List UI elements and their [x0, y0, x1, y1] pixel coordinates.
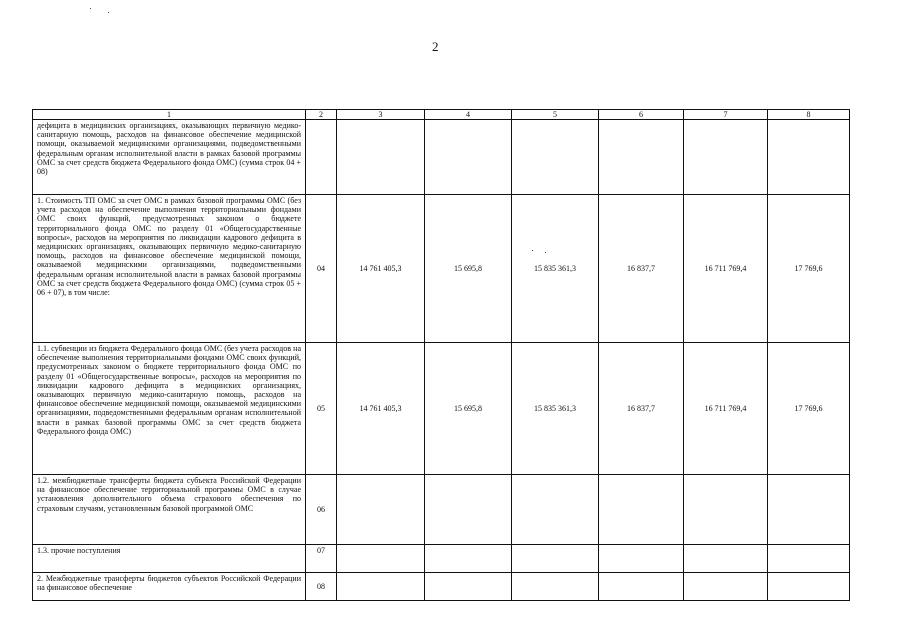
value-cell: 17 769,6: [768, 343, 850, 475]
value-cell: [512, 545, 599, 573]
row-description: 1.3. прочие поступления: [33, 545, 306, 573]
value-cell: 16 711 769,4: [684, 195, 768, 343]
table-row: [33, 343, 850, 475]
row-code: [306, 120, 337, 195]
value-cell: [768, 475, 850, 545]
value-cell: 15 835 361,3: [512, 195, 599, 343]
value-cell: [599, 120, 684, 195]
value-cell: 14 761 405,3: [337, 343, 425, 475]
value-cell: 15 695,8: [425, 343, 512, 475]
value-cell: [425, 120, 512, 195]
value-cell: [512, 475, 599, 545]
financial-table: [32, 109, 850, 601]
table-row: [33, 475, 850, 545]
value-cell: [599, 573, 684, 601]
row-code: 08: [306, 573, 337, 601]
table-row: [33, 195, 850, 343]
value-cell: [512, 573, 599, 601]
table-row: [33, 120, 850, 195]
value-cell: [684, 475, 768, 545]
value-cell: [337, 120, 425, 195]
value-cell: [768, 120, 850, 195]
row-description: 2. Межбюджетные трансферты бюджетов субъектов Российской Федерации на финансовое обеспечение: [33, 573, 306, 601]
value-cell: [599, 545, 684, 573]
header-cell-7: 7: [684, 110, 768, 120]
value-cell: [768, 573, 850, 601]
row-description: 1. Стоимость ТП ОМС за счет ОМС в рамках базовой программы ОМС (без учета расходов на обеспечение выполнения территориальными фондами ОМС своих функций, предусмотренных законом о бюджете территориального фонда ОМС по разделу 01 «Общегосударственные вопросы», расходов на мероприятия по ликвидации кадрового дефицита в медицинских организациях, оказывающих первичную медико-санитарную помощь, расходов на финансовое обеспечение медицинской помощи, оказываемой медицинскими организациями, подведомственными федеральным органам исполнительной власти в рамках базовой программы ОМС за счет средств бюджета Федерального фонда ОМС) (сумма строк 05 + 06 + 07), в том числе:: [33, 195, 306, 343]
value-cell: [684, 120, 768, 195]
value-cell: [337, 573, 425, 601]
header-row: [33, 110, 850, 120]
row-code: 07: [306, 545, 337, 573]
value-cell: 14 761 405,3: [337, 195, 425, 343]
header-cell-2: 2: [306, 110, 337, 120]
header-cell-4: 4: [425, 110, 512, 120]
header-cell-8: 8: [768, 110, 850, 120]
value-cell: [425, 573, 512, 601]
value-cell: 17 769,6: [768, 195, 850, 343]
value-cell: [684, 545, 768, 573]
header-cell-6: 6: [599, 110, 684, 120]
value-cell: [512, 120, 599, 195]
value-cell: 16 837,7: [599, 195, 684, 343]
value-cell: [425, 475, 512, 545]
row-description: 1.2. межбюджетные трансферты бюджета субъекта Российской Федерации на финансовое обеспечение территориальной программы ОМС в случае установления дополнительного объема страхового обеспечения по страховым случаям, установленным базовой программой ОМС: [33, 475, 306, 545]
value-cell: [599, 475, 684, 545]
scan-dot: [108, 12, 109, 13]
row-code: 04: [306, 195, 337, 343]
value-cell: [684, 573, 768, 601]
value-cell: [337, 545, 425, 573]
row-code: 05: [306, 343, 337, 475]
header-cell-3: 3: [337, 110, 425, 120]
table-row: [33, 545, 850, 573]
row-description: дефицита в медицинских организациях, оказывающих первичную медико-санитарную помощь, расходов на финансовое обеспечение медицинской помощи, оказываемой медицинскими организациями, подведомственными федеральным органам исполнительной власти в рамках базовой программы ОМС за счет средств бюджета Федерального фонда ОМС) (сумма строк 04 + 08): [33, 120, 306, 195]
value-cell: [337, 475, 425, 545]
header-cell-5: 5: [512, 110, 599, 120]
table-row: [33, 573, 850, 601]
value-cell: 16 837,7: [599, 343, 684, 475]
scan-dot: [90, 8, 91, 9]
header-cell-1: 1: [33, 110, 306, 120]
value-cell: 15 695,8: [425, 195, 512, 343]
row-code: 06: [306, 475, 337, 545]
page-number: 2: [432, 39, 439, 54]
value-cell: 15 835 361,3: [512, 343, 599, 475]
value-cell: [425, 545, 512, 573]
value-cell: 16 711 769,4: [684, 343, 768, 475]
value-cell: [768, 545, 850, 573]
row-description: 1.1. субвенции из бюджета Федерального фонда ОМС (без учета расходов на обеспечение выполнения территориальными фондами ОМС своих функций, предусмотренных законом о бюджете территориального фонда ОМС по разделу 01 «Общегосударственные вопросы», расходов на мероприятия по ликвидации кадрового дефицита в медицинских организациях, оказывающих первичную медико-санитарную помощь, расходов на финансовое обеспечение медицинской помощи, оказываемой медицинскими организациями, подведомственными федеральным органам исполнительной власти в рамках базовой программы ОМС за счет средств бюджета Федерального фонда ОМС): [33, 343, 306, 475]
